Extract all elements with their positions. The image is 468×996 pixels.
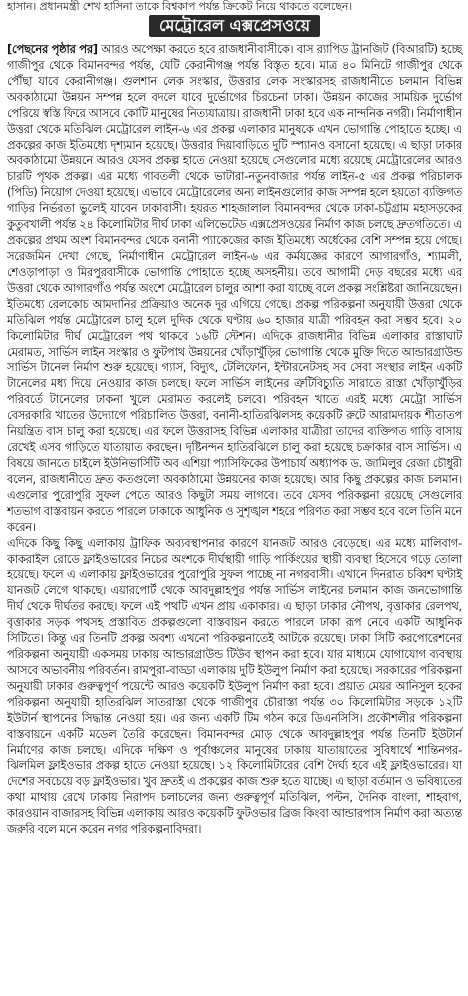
article-body xyxy=(7,42,462,838)
paragraph-text: এদিকে কিছু কিছু এলাকায় ট্রাফিক অব্যবস্থাপনার কারণে যানজট আরও বেড়েছে। এর মধ্যে মালিবাগ-কাকরাইল রোডে ফ্লাইওভারের নিচের অংশকে দীর্ঘস্থায়ী গাড়ি পার্কিংয়ের স্থায়ী ব্যবস্থা হিসেবে গড়ে তোলা হয়েছে। ফলে এ এলাকায় ফ্লাইওভারের পুরোপুরি সুফল পাচ্ছে না নগরবাসী। এখানে দিনরাত চব্বিশ ঘণ্টাই যানজট লেগে থাকছে। এয়ারপোর্ট থেকে আবদুল্লাহপুর পর্যন্ত সার্ভিস লাইনের চলমান কাজ জনভোগান্তি দীর্ঘ থেকে দীর্ঘতর করছে। ফলে এই পথটি এখন প্রায় একাকার। এ ছাড়া ঢাকার নৌপথ, বৃত্তাকার রেলপথ, বৃত্তাকার সড়ক পথসহ প্রস্তাবিত প্রকল্পগুলো বাস্তবায়ন করতে পারলে ঢাকা রূপ নেবে একটি আধুনিক সিটিতে। কিন্তু এর তিনটি প্রকল্প অবশ্য এখনো পরিকল্পনাতেই আটকে রয়েছে। ঢাকা সিটি করপোরেশনের পরিকল্পনা অনুযায়ী একসময় ঢাকায় আন্ডারগ্রাউন্ড টিউব স্থাপন করা হবে। যার মাধ্যমে যোগাযোগ ব্যবস্থায় আসবে অভাবনীয় পরিবর্তন। রামপুরা-বাড্ডা এলাকায় দুটি ইউলুপ নির্মাণ করা হয়েছে। সরকারের পরিকল্পনা অনুযায়ী ঢাকার গুরুত্বপূর্ণ পয়েন্টে আরও কয়েকটি ইউলুপ নির্মাণ করা হবে। প্রয়াত মেয়র আনিসুল হকের পরিকল্পনা অনুযায়ী হাতিরঝিল সাতরাস্তা থেকে গাজীপুর চৌরাস্তা পর্যন্ত ৩০ কিলোমিটার সড়কে ১২টি ইউটার্ন স্থাপনের সিদ্ধান্ত নেওয়া হয়। এর জন্য একটি টিম গঠন করে ডিএনসিসি। প্রকৌশলীর পরিকল্পনা বাস্তবায়নে একটি মডেল তৈরি করেছেন। বিমানবন্দর মোড় থেকে আবদুল্লাহপুর পর্যন্ত তিনটি ইউটার্ন নির্মাণের কাজ চলছে। এদিকে দক্ষিণ ও পূর্বাঞ্চলের মানুষের ঢাকায় যাতায়াতের সুবিধার্থে শান্তিনগর-ঝিলমিল ফ্লাইওভার প্রকল্প হাতে নেওয়া হয়েছে। ১২ কিলোমিটারের বেশি দৈর্ঘ্য হবে এই ফ্লাইওভারের। যা দেশের সবচেয়ে বড় ফ্লাইওভার। খুব দ্রুতই এ প্রকল্পের কাজ শুরু হতে যাচ্ছে। এ ছাড়া বর্তমান ও ভবিষ্যতের কথা মাথায় রেখে ঢাকায় নিরাপদ চলাচলের জন্য গুরুত্বপূর্ণ মতিঝিল, পল্টন, দৈনিক বাংলা, শাহবাগ, কারওয়ান বাজারসহ বিভিন্ন এলাকায় আরও কয়েকটি ফুটওভার ব্রিজ কিংবা আন্ডারপাস নির্মাণ করা অত্যন্ত জরুরি বলে মনে করেন নগর পরিকল্পনাবিদরা। xyxy=(7,536,462,837)
article-headline: মেট্রোরেল এক্সপ্রেসওয়ে xyxy=(149,15,320,37)
headline-container xyxy=(7,15,462,39)
previous-article-tail: হাসান। প্রধানমন্ত্রী শেখ হাসিনা তাকে বিশ্বকাপ পর্যন্ত ক্রিকেট নিয়ে থাকতে বলেছেন। xyxy=(7,0,352,13)
article-paragraph xyxy=(7,42,462,536)
continuation-tag: [পেছনের পৃষ্ঠার পর] xyxy=(7,43,98,56)
article-paragraph xyxy=(7,536,462,839)
paragraph-text: আরও অপেক্ষা করতে হবে রাজধানীবাসীকে। বাস র‌্যাপিড ট্রানজিট (বিআরটি) হচ্ছে গাজীপুর থেকে বিমানবন্দর পর্যন্ত, যেটি কেরানীগঞ্জ পর্যন্ত বিস্তৃত হবে। মাত্র ৪০ মিনিটে গাজীপুর থেকে পৌঁছা যাবে কেরানীগঞ্জ। গুলশান লেক সংস্কার, উত্তরার লেক সংস্কারসহ রাজধানীতে চলমান বিভিন্ন অবকাঠামো উন্নয়ন সম্পন্ন হলে বদলে যাবে দুর্ভোগের চিরচেনা ঢাকা। উন্নয়ন কাজের সাময়িক দুর্ভোগ পেরিয়ে স্বস্তি ফিরে আসবে কোটি মানুষের নিত্যযাত্রায়। রাজধানী ঢাকা হবে এক নান্দনিক নগরী। নির্মাণাধীন উত্তরা থেকে মতিঝিল মেট্রোরেল লাইন-৬ এর প্রকল্প এলাকার মানুষকে এখন ভোগান্তি পোহাতে হচ্ছে। এ প্রকল্পের কাজ ইতিমধ্যে দৃশ্যমান হয়েছে। উত্তরার দিয়াবাড়িতে দুটি স্প্যানও বসানো হয়েছে। এ ছাড়া ঢাকার অবকাঠামো উন্নয়নে আরও যেসব প্রকল্প হাতে নেওয়া হয়েছে সেগুলোর মধ্যে রয়েছে মেট্রোরেলের আরও চারটি পৃথক প্রকল্প। এর মধ্যে গাবতলী থেকে ভাটারা-নতুনবাজার পর্যন্ত লাইন-৫ এর প্রকল্প পরিচালক (পিডি) নিয়োগ দেওয়া হয়েছে। এভাবে মেট্রোরেলের অন্য লাইনগুলোর কাজ সম্পন্ন হলে হয়তো ব্যক্তিগত গাড়ির নির্ভরতা ভুলেই যাবেন ঢাকাবাসী। হযরত শাহজালাল বিমানবন্দর থেকে ঢাকা-চট্টগ্রাম মহাসড়কের কুতুবখালী পর্যন্ত ২৪ কিলোমিটার দীর্ঘ ঢাকা এলিভেটেড এক্সপ্রেসওয়ের নির্মাণ কাজ চলছে দ্রুতগতিতে। এ প্রকল্পের প্রথম অংশ বিমানবন্দর থেকে বনানী প্যাকেজের কাজ ইতিমধ্যে অর্ধেকের বেশি সম্পন্ন হয়ে গেছে। সরেজমিন দেখা গেছে, নির্মাণাধীন মেট্রোরেল লাইন-৬ এর কর্মযজ্ঞের কারণে আগারগাঁও, শ্যামলী, শেওড়াপাড়া ও মিরপুরবাসীকে ভোগান্তি পোহাতে হচ্ছে অসহনীয়। তবে আগামী দেড় বছরের মধ্যে এর উত্তরা থেকে আগারগাঁও পর্যন্ত অংশে মেট্রোরেল চালুর আশা করা যাচ্ছে বলে প্রকল্প সংশ্লিষ্টরা জানিয়েছেন। ইতিমধ্যে রেলকোচ আমদানির প্রক্রিয়াও অনেক দূর এগিয়ে গেছে। প্রকল্প পরিকল্পনা অনুযায়ী উত্তরা থেকে মতিঝিল পর্যন্ত মেট্রোরেল চালু হলে দুদিক থেকে ঘণ্টায় ৬০ হাজার যাত্রী পরিবহন করা সম্ভব হবে। ২০ কিলোমিটার দীর্ঘ মেট্রোরেল পথ থাকবে ১৬টি স্টেশন। এদিকে রাজধানীর বিভিন্ন এলাকার রাস্তাঘাট মেরামত, সার্ভিস লাইন সংস্কার ও ফুটপাথ উন্নয়নের খোঁড়াখুঁড়ির ভোগান্তি থেকে মুক্তি দিতে আন্ডারগ্রাউন্ড সার্ভিস টানেল নির্মাণ শুরু হয়েছে। গ্যাস, বিদ্যুৎ, টেলিফোন, ইন্টারনেটসহ সব সেবা সংস্থার লাইন একটি টানেলের মধ্য দিয়ে নেওয়ার কাজ চলছে। ফলে সার্ভিস লাইনের ত্রুটিবিচ্যুতি সারাতে রাস্তা খোঁড়াখুঁড়ির পরিবর্তে টানেলের ঢাকনা খুলে মেরামত করলেই চলবে। পরিবহন খাতে এরই মধ্যে মেট্রো সার্ভিস বেসরকারি খাতের উদ্যোগে পরিচালিত উত্তরা, বনানী-হাতিরঝিলসহ কয়েকটি রুটে আরামদায়ক শীতাতপ নিয়ন্ত্রিত বাস চালু করা হয়েছে। এর ফলে উত্তরাসহ বিভিন্ন এলাকার যাত্রীরা তাদের ব্যক্তিগত গাড়ি বাসায় রেখেই এসব গাড়িতে যাতায়াত করছেন। দৃষ্টিনন্দন হাতিরঝিলে চালু করা হয়েছে চক্রাকার বাস সার্ভিস। এ বিষয়ে জানতে চাইলে ইউনিভার্সিটি অব এশিয়া প্যাসিফিকের উপাচার্য অধ্যাপক ড. জামিলুর রেজা চৌধুরী বলেন, রাজধানীতে দ্রুত কতগুলো অবকাঠামো উন্নয়নের কাজ হয়েছে। আর কিছু প্রকল্পের কাজ চলমান। এগুলোর পুরোপুরি সুফল পেতে আরও কিছুটা সময় লাগবে। তবে যেসব পরিকল্পনা রয়েছে সেগুলোর শতভাগ বাস্তবায়ন করতে পারলে ঢাকাকে আধুনিক ও সুশৃঙ্খল শহরে পরিণত করা সম্ভব হবে বলে তিনি মনে করেন। xyxy=(7,43,462,534)
